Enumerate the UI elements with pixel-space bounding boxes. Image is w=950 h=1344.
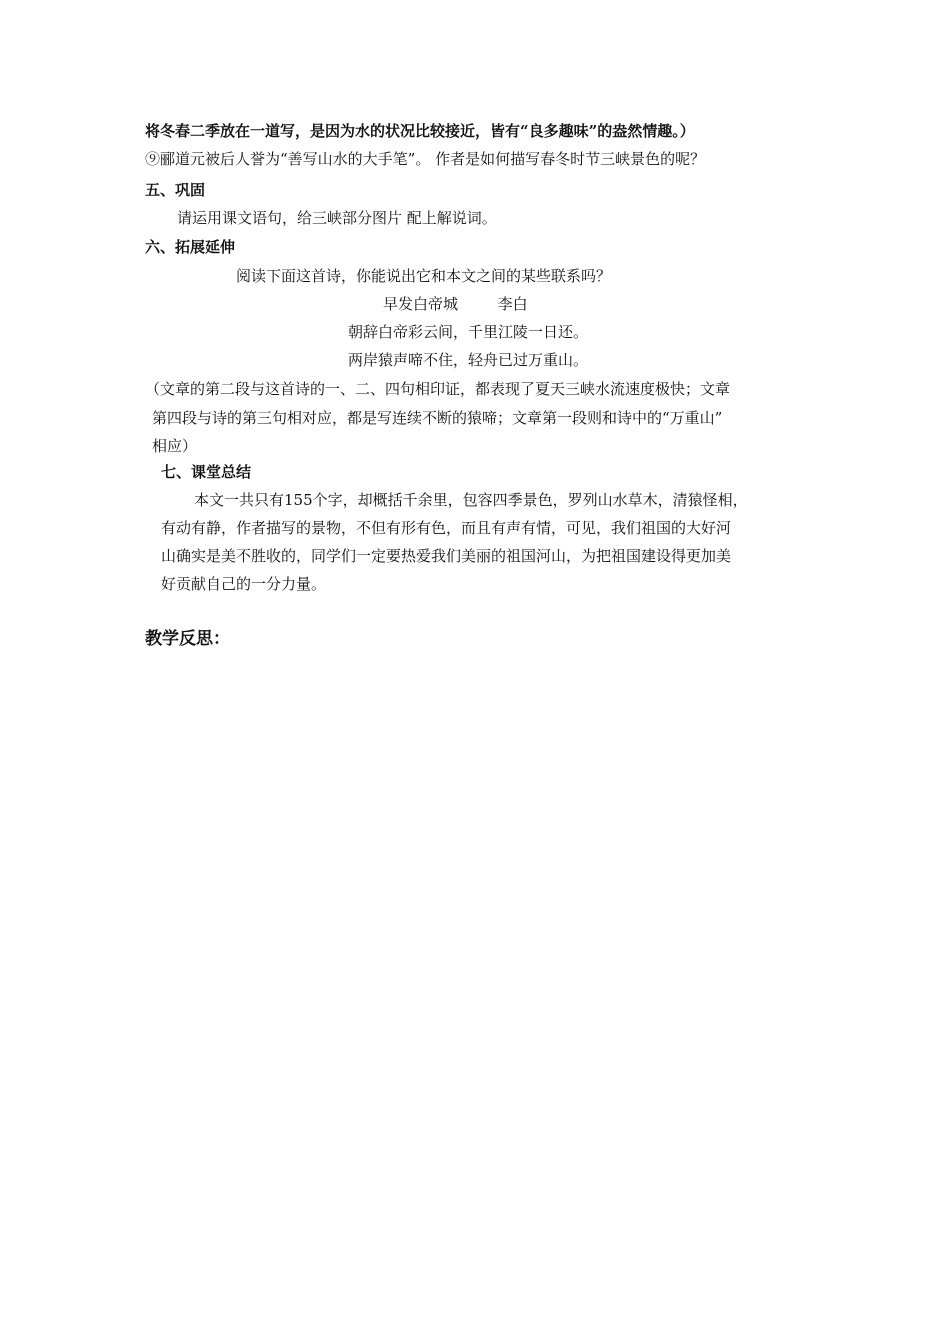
poem-title-line [383, 294, 528, 314]
section-6-heading: 六、拓展延伸 [145, 238, 236, 256]
poem-title: 早发白帝城 [383, 295, 459, 313]
note-line-1: （文章的第二段与这首诗的一、二、四句相印证，都表现了夏天三峡水流速度极快；文章 [145, 380, 731, 398]
summary-line-4: 好贡献自己的一分力量。 [161, 575, 327, 593]
poem-author: 李白 [497, 295, 528, 313]
summary-line-3: 山确实是美不胜收的，同学们一定要热爱我们美丽的祖国河山，为把祖国建设得更加美 [161, 547, 732, 565]
intro-line: 将冬春二季放在一道写，是因为水的状况比较接近，皆有“良多趣味”的盎然情趣。） [145, 122, 695, 140]
note-line-2: 第四段与诗的第三句相对应，都是写连续不断的猿啼；文章第一段则和诗中的“万重山” [152, 409, 723, 427]
summary-line-1: 本文一共只有155个字，却概括千余里，包容四季景色，罗列山水草木，清猿怪相， [194, 491, 748, 509]
section-5-heading: 五、巩固 [145, 181, 206, 199]
section-6-prompt: 阅读下面这首诗，你能说出它和本文之间的某些联系吗？ [236, 267, 612, 285]
poem-line-1: 朝辞白帝彩云间，千里江陵一日还。 [348, 323, 589, 341]
summary-line-2: 有动有静，作者描写的景物，不但有形有色，而且有声有情，可见，我们祖国的大好河 [161, 519, 732, 537]
note-line-3: 相应） [152, 437, 198, 455]
poem-line-2: 两岸猿声啼不住，轻舟已过万重山。 [348, 351, 589, 369]
section-7-heading: 七、课堂总结 [161, 463, 252, 481]
question-9: ⑨郦道元被后人誉为“善写山水的大手笔”。 作者是如何描写春冬时节三峡景色的呢？ [145, 150, 706, 168]
reflection-heading: 教学反思： [145, 629, 230, 649]
section-5-text: 请运用课文语句，给三峡部分图片 配上解说词。 [177, 209, 497, 227]
